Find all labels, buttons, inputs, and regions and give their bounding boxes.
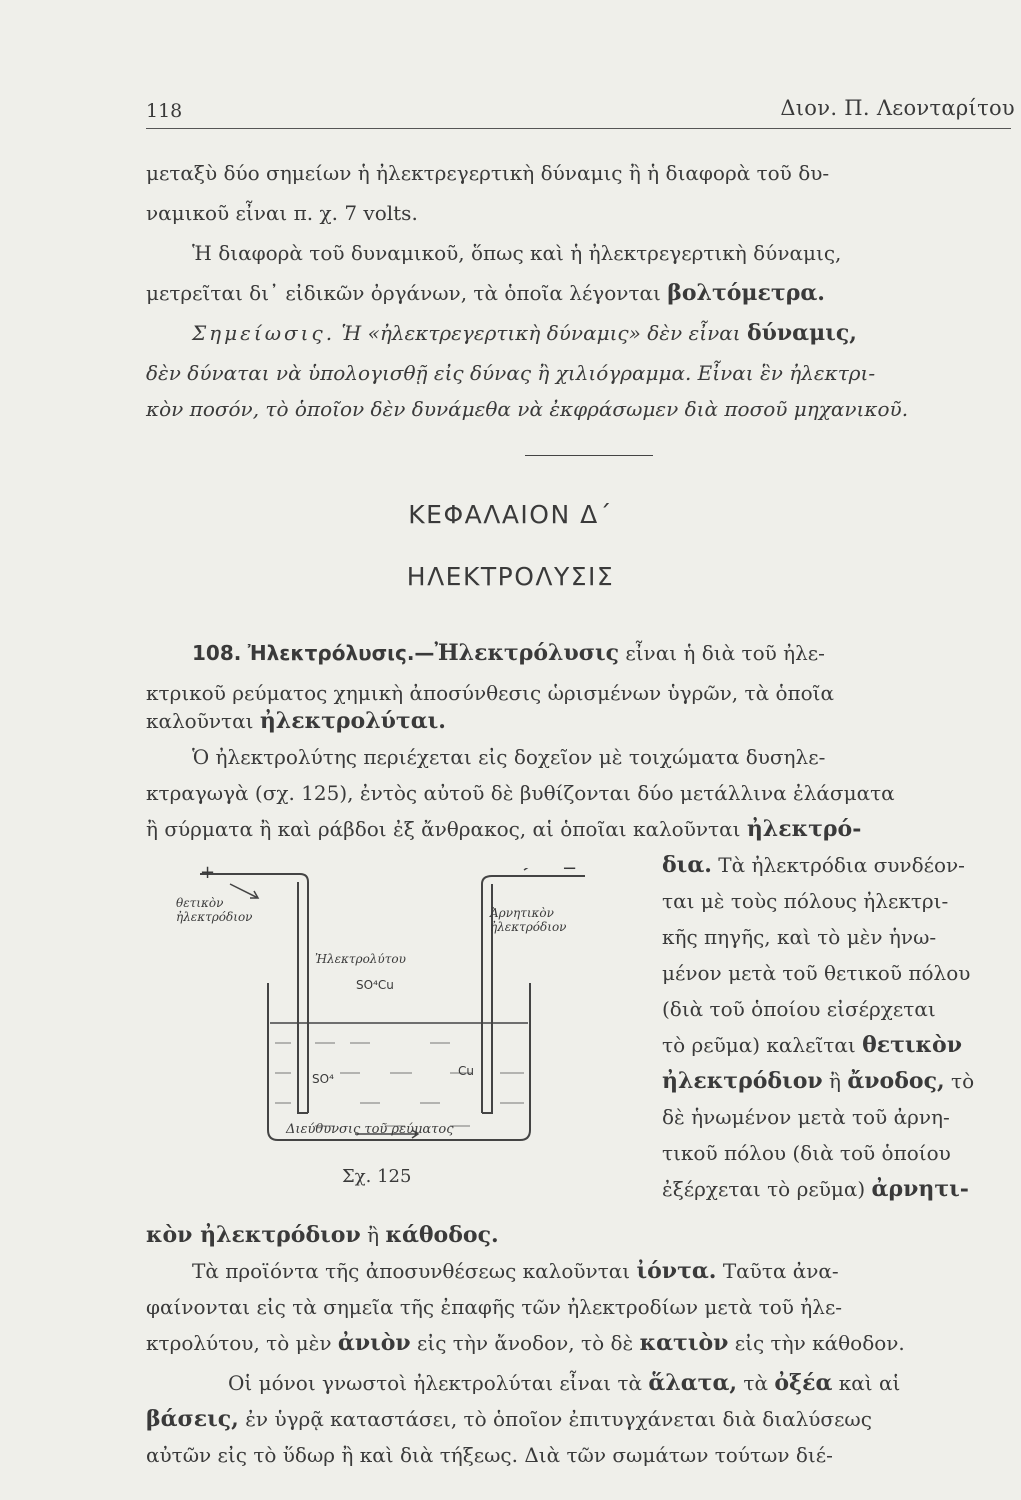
- after-text-1: ἢ: [360, 1223, 386, 1247]
- column-text-6: τὸ ρεῦμα) καλεῖται: [662, 1033, 863, 1057]
- column-line-9: τικοῦ πόλου (διὰ τοῦ ὁποίου: [662, 1141, 951, 1165]
- positive-electrode-label: [176, 896, 252, 924]
- current-direction-label: Διεύθυνσις τοῦ ρεύματος: [286, 1122, 454, 1137]
- cu-label: Cu: [458, 1064, 474, 1078]
- term-electrodes: ἠλεκτρό-: [746, 816, 862, 842]
- after-text-5b: τὰ: [737, 1371, 775, 1395]
- chapter-title: ΗΛΕΚΤΡΟΛΥΣΙΣ: [406, 562, 615, 591]
- positive-electrode: [298, 882, 308, 1113]
- column-line-8: δὲ ἡνωμένον μετὰ τοῦ ἀρνη-: [662, 1105, 950, 1129]
- after-line-6: [146, 1402, 872, 1436]
- negative-label-1: Ἀρνητικὸν: [490, 906, 554, 920]
- column-line-7: [662, 1064, 974, 1098]
- intro-line-4-text: μετρεῖται δι᾽ εἰδικῶν ὀργάνων, τὰ ὁποῖα λέγονται: [146, 281, 668, 305]
- term-force: δύναμις,: [746, 320, 857, 346]
- section-108-line-5: κτραγωγὰ (σχ. 125), ἐντὸς αὐτοῦ δὲ βυθίζονται δύο μετάλλινα ἐλάσματα: [146, 781, 895, 805]
- after-text-5: Οἱ μόνοι γνωστοὶ ἠλεκτρολύται εἶναι τὰ: [228, 1371, 649, 1395]
- note-text-1: Ἡ «ἠλεκτρεγερτικὴ δύναμις» δὲν εἶναι: [335, 321, 747, 345]
- after-text-6: ἐν ὑγρᾷ καταστάσει, τὸ ὁποῖον ἐπιτυγχάνεται διὰ διαλύσεως: [238, 1407, 872, 1431]
- section-heading: Ἠλεκτρόλυσις.—: [247, 641, 435, 665]
- section-number: 108.: [192, 641, 242, 665]
- term-negative: ἀρνητι-: [871, 1176, 969, 1202]
- term-voltmeters: βολτόμετρα.: [667, 280, 825, 306]
- header-rule: [146, 128, 1011, 129]
- column-text-1: Τὰ ἠλεκτρόδια συνδέον-: [711, 853, 965, 877]
- section-108-text-3: καλοῦνται: [146, 709, 260, 733]
- section-108-line-4: Ὁ ἠλεκτρολύτης περιέχεται εἰς δοχεῖον μὲ τοιχώματα δυσηλε-: [192, 745, 826, 769]
- page-number: 118: [146, 100, 183, 122]
- column-line-2: ται μὲ τοὺς πόλους ἠλεκτρι-: [662, 889, 949, 913]
- minus-sign: −: [562, 858, 578, 879]
- after-line-1: [146, 1218, 499, 1252]
- column-text-7: ἢ: [822, 1069, 848, 1093]
- term-ions: ἰόντα.: [636, 1258, 717, 1284]
- term-electrolytes: ἠλεκτρολύται.: [259, 708, 446, 734]
- section-108-line-2: κτρικοῦ ρεύματος χημικὴ ἀποσύνθεσις ὡρισμένων ὑγρῶν, τὰ ὁποῖα: [146, 681, 835, 705]
- after-line-5: [228, 1366, 900, 1400]
- so4-label: SO⁴: [312, 1072, 334, 1086]
- negative-electrode-label: [490, 906, 566, 934]
- chapter-label: ΚΕΦΑΛΑΙΟΝ Δ΄: [408, 500, 613, 529]
- note-label: Σημείωσις.: [192, 321, 336, 345]
- positive-label-1: θετικὸν: [176, 896, 224, 910]
- so4cu-label: SO⁴Cu: [356, 978, 394, 992]
- figure-caption: Σχ. 125: [342, 1166, 412, 1187]
- term-cathode: κάθοδος.: [385, 1222, 499, 1248]
- section-term: Ἠλεκτρόλυσις: [434, 640, 619, 666]
- term-cation: κατιὸν: [639, 1330, 729, 1356]
- section-108-line-1: [192, 636, 825, 670]
- running-header-author: Διον. Π. Λεονταρίτου: [780, 96, 1015, 120]
- term-electrode: ἠλεκτρόδιον: [662, 1068, 823, 1094]
- term-salts: ἅλατα,: [648, 1370, 738, 1396]
- after-line-2: [192, 1254, 839, 1288]
- intro-line-1: μεταξὺ δύο σημείων ἡ ἠλεκτρεγερτικὴ δύναμις ἢ ἡ διαφορὰ τοῦ δυ-: [146, 161, 830, 185]
- term-bases: βάσεις,: [146, 1406, 239, 1432]
- after-text-2: Τὰ προϊόντα τῆς ἀποσυνθέσεως καλοῦνται: [192, 1259, 637, 1283]
- intro-line-4: [146, 276, 825, 310]
- term-anion: ἀνιὸν: [337, 1330, 411, 1356]
- after-text-4: κτρολύτου, τὸ μὲν: [146, 1331, 338, 1355]
- section-108-line-6: [146, 812, 861, 846]
- after-line-7: αὐτῶν εἰς τὸ ὕδωρ ἢ καὶ διὰ τήξεως. Διὰ τῶν σωμάτων τούτων διέ-: [146, 1443, 833, 1467]
- note-line-2: δὲν δύναται νὰ ὑπολογισθῇ εἰς δύνας ἢ χιλιόγραμμα. Εἶναι ἓν ἠλεκτρι-: [146, 361, 876, 385]
- column-text-7b: τὸ: [944, 1069, 975, 1093]
- section-108-line-3: [146, 704, 446, 738]
- term-negative-electrode: κὸν ἠλεκτρόδιον: [146, 1222, 361, 1248]
- term-electrodes-end: δια.: [662, 852, 712, 878]
- intro-line-3: Ἡ διαφορὰ τοῦ δυναμικοῦ, ὅπως καὶ ἡ ἠλεκτρεγερτικὴ δύναμις,: [192, 241, 842, 265]
- column-line-4: μένον μετὰ τοῦ θετικοῦ πόλου: [662, 961, 971, 985]
- column-line-6: [662, 1028, 962, 1062]
- column-line-10: [662, 1172, 969, 1206]
- section-divider: [525, 455, 653, 456]
- term-acids: ὀξέα: [774, 1370, 833, 1396]
- after-text-4c: εἰς τὴν κάθοδον.: [728, 1331, 905, 1355]
- term-positive: θετικὸν: [862, 1032, 962, 1058]
- electrolyte-label: Ἠλεκτρολύτου: [315, 952, 406, 966]
- section-108-text-1: εἶναι ἡ διὰ τοῦ ἠλε-: [619, 641, 825, 665]
- column-text-10: ἐξέρχεται τὸ ρεῦμα): [662, 1177, 872, 1201]
- note-line-1: [192, 316, 857, 350]
- intro-line-2: ναμικοῦ εἶναι π. χ. 7 volts.: [146, 201, 418, 225]
- after-text-2b: Ταῦτα ἀνα-: [716, 1259, 839, 1283]
- current-arrow-top: [500, 868, 530, 870]
- after-text-5c: καὶ αἱ: [832, 1371, 901, 1395]
- after-line-3: φαίνονται εἰς τὰ σημεῖα τῆς ἐπαφῆς τῶν ἠλεκτροδίων μετὰ τοῦ ἠλε-: [146, 1295, 843, 1319]
- plus-sign: +: [200, 862, 216, 883]
- section-108-text-6: ἢ σύρματα ἢ καὶ ράβδοι ἐξ ἄνθρακος, αἱ ὁποῖαι καλοῦνται: [146, 817, 747, 841]
- column-line-3: κῆς πηγῆς, καὶ τὸ μὲν ἡνω-: [662, 925, 937, 949]
- note-line-3: κὸν ποσόν, τὸ ὁποῖον δὲν δυνάμεθα νὰ ἐκφράσωμεν διὰ ποσοῦ μηχανικοῦ.: [146, 397, 909, 421]
- after-text-4b: εἰς τὴν ἄνοδον, τὸ δὲ: [410, 1331, 640, 1355]
- column-line-5: (διὰ τοῦ ὁποίου εἰσέρχεται: [662, 997, 936, 1021]
- column-line-1: [662, 848, 965, 882]
- negative-label-2: ἠλεκτρόδιον: [490, 920, 567, 934]
- electrolysis-figure: [176, 858, 610, 1192]
- positive-label-2: ἠλεκτρόδιον: [176, 910, 253, 924]
- after-line-4: [146, 1326, 905, 1360]
- term-anode: ἄνοδος,: [847, 1068, 945, 1094]
